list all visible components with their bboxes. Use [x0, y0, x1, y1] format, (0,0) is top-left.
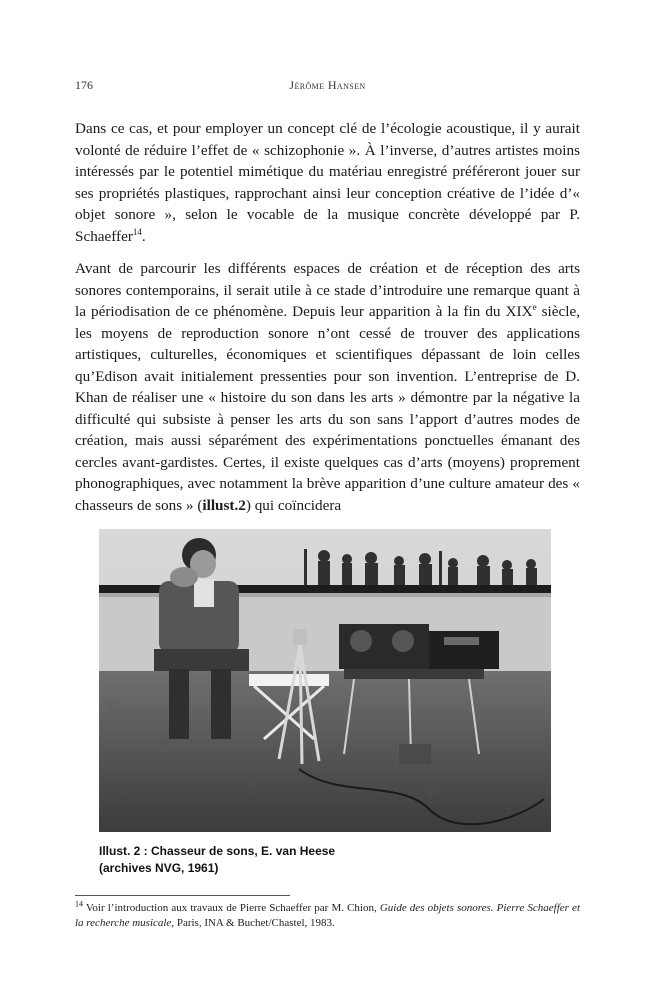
footnote-text-a: Voir l’introduction aux travaux de Pierre Schaeffer par M. Chion, — [83, 902, 380, 914]
footnote-text-b: , Paris, INA & Buchet/Chastel, 1983. — [171, 917, 335, 929]
paragraph-1-text-a: Dans ce cas, et pour employer un concept clé de l’écologie acoustique, il y aurait volonté de réduire l’effet de « schizophonie ». À l’inverse, d’autres artistes moins intéressés par le potentiel mimétique du matériau enregistré préféreront jouer sur ses propriétés plastiques, rapprochant ainsi leur conception créative de l’idée d’« objet sonore », selon le vocable de la musique concrète développé par P. Schaeffer — [75, 120, 580, 245]
century-superscript: e — [532, 301, 537, 312]
footnote-book-title: Guide des objets sonores. Pierre Schaeffer et la recherche musicale — [75, 902, 580, 929]
running-head: Jérôme Hansen — [289, 78, 366, 92]
page-number: 176 — [75, 78, 93, 92]
paragraph-2 — [75, 258, 580, 516]
footnote-14 — [75, 901, 580, 931]
caption-line-1: Illust. 2 : Chasseur de sons, E. van Heese — [99, 844, 336, 858]
photograph-sound-hunter — [99, 529, 551, 832]
caption-line-2: (archives NVG, 1961) — [99, 861, 219, 875]
illustration-reference[interactable]: illust.2 — [202, 496, 246, 514]
footnote-reference-14[interactable]: 14 — [132, 226, 142, 237]
paragraph-1 — [75, 118, 580, 247]
paragraph-2-text-b: siècle, les moyens de reproduction sonore n’ont cessé de trouver des applications artistiques, culturelles, économiques et scientifiques dépassant de loin celles qu’Edison avait initialement pressenties pour son invention. L’entreprise de D. Khan de réaliser une « histoire du son dans les arts » démontre par la négative la difficulté qui subsiste à penser les arts du son sans l’apport d’autres modes de création, mais aussi séparément des expérimentations ponctuelles émanant des cercles avant-gardistes. Certes, il existe quelques cas d’arts (moyens) proprement phonographiques, avec notamment la brève apparition d’une culture amateur des « chasseurs de sons » ( — [75, 303, 580, 514]
page-header — [75, 78, 580, 96]
footnote-number: 14 — [75, 899, 83, 909]
paragraph-1-text-b: . — [141, 227, 146, 245]
footnote-divider — [75, 895, 290, 896]
photograph-illustration — [99, 529, 551, 832]
figure-caption — [99, 843, 335, 877]
paragraph-2-text-a: Avant de parcourir les différents espaces de création et de réception des arts sonores contemporains, il serait utile à ce stade d’introduire une remarque quant à la périodisation de ce phénomène. Depuis leur apparition à la fin du XIX — [75, 260, 580, 320]
paragraph-2-text-c: ) qui coïncidera — [245, 496, 342, 514]
